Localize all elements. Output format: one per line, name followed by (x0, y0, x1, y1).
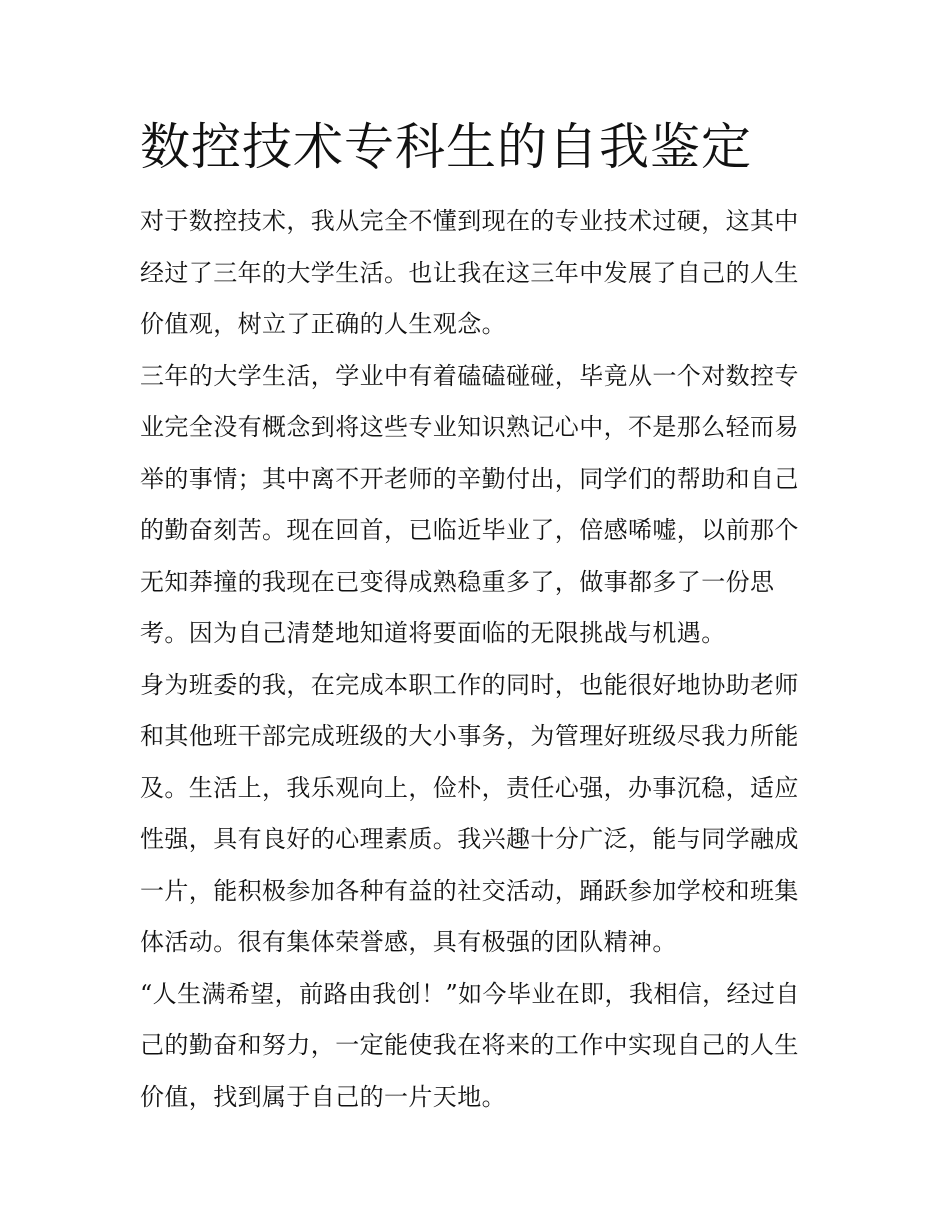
body-line: 和其他班干部完成班级的大小事务，为管理好班级尽我力所能 (140, 722, 799, 750)
body-line: 身为班委的我，在完成本职工作的同时，也能很好地协助老师 (140, 670, 799, 699)
body-line: 三年的大学生活，学业中有着磕磕碰碰，毕竟从一个对数控专 (140, 361, 799, 390)
body-line: 的勤奋刻苦。现在回首，已临近毕业了，倍感唏嘘，以前那个 (140, 516, 799, 544)
body-line: 对于数控技术，我从完全不懂到现在的专业技术过硬，这其中 (140, 207, 799, 235)
body-line: 一片，能积极参加各种有益的社交活动，踊跃参加学校和班集 (140, 876, 799, 905)
document-body (140, 196, 812, 1123)
body-line: 举的事情；其中离不开老师的辛勤付出，同学们的帮助和自己 (140, 464, 799, 493)
body-line: 及。生活上，我乐观向上，俭朴，责任心强，办事沉稳，适应 (140, 773, 799, 802)
body-line: 性强，具有良好的心理素质。我兴趣十分广泛，能与同学融成 (140, 825, 799, 853)
body-line: 无知莽撞的我现在已变得成熟稳重多了，做事都多了一份思 (140, 567, 775, 596)
body-line: 价值观，树立了正确的人生观念。 (140, 310, 506, 338)
body-line: 考。因为自己清楚地知道将要面临的无限挑战与机遇。 (140, 619, 726, 647)
body-line: 体活动。很有集体荣誉感，具有极强的团队精神。 (140, 928, 677, 956)
body-line: 价值，找到属于自己的一片天地。 (140, 1082, 506, 1111)
body-line: 经过了三年的大学生活。也让我在这三年中发展了自己的人生 (140, 258, 799, 287)
body-line: 己的勤奋和努力，一定能使我在将来的工作中实现自己的人生 (140, 1031, 799, 1059)
document-title: 数控技术专科生的自我鉴定 (140, 118, 752, 176)
body-line: “人生满希望，前路由我创！”如今毕业在即，我相信，经过自 (140, 979, 800, 1008)
body-line: 业完全没有概念到将这些专业知识熟记心中，不是那么轻而易 (140, 413, 799, 441)
